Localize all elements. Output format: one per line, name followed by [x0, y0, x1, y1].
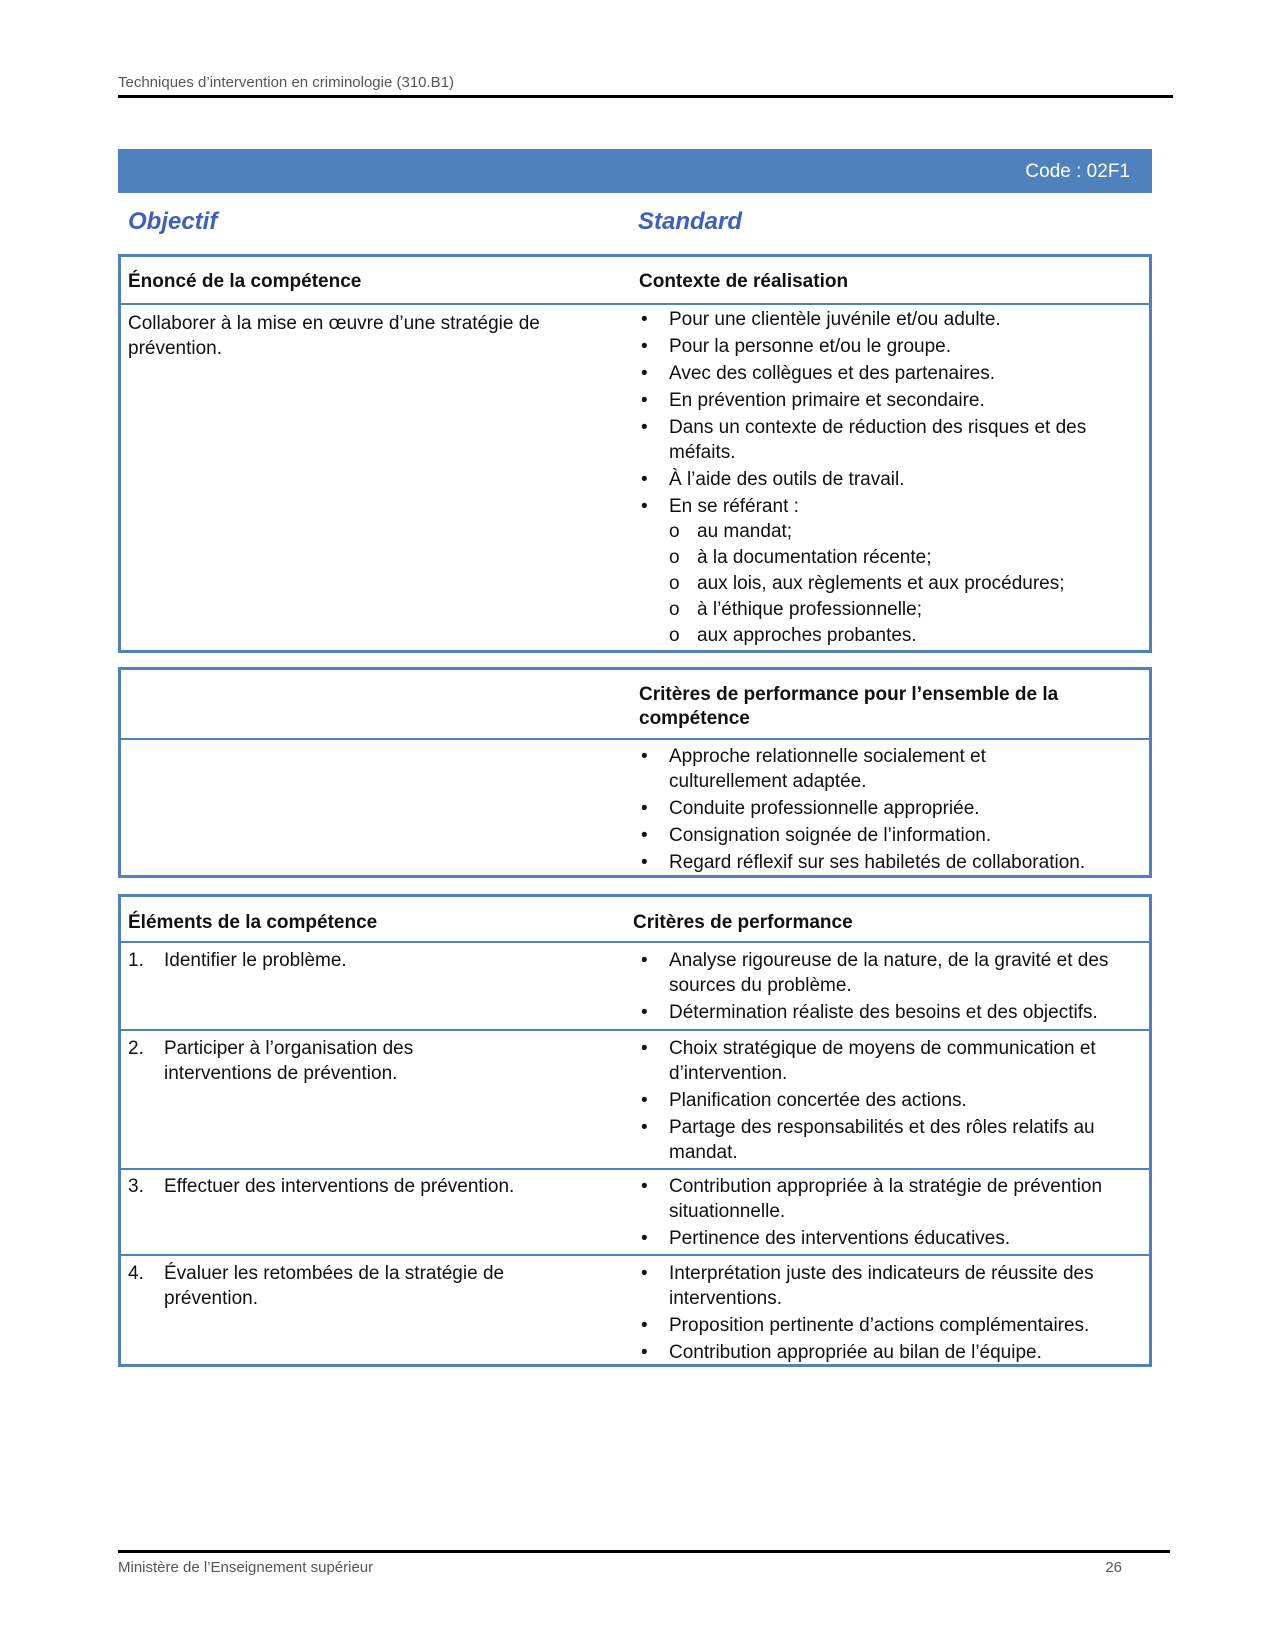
- referant-sublist: [669, 519, 1119, 648]
- row-divider: [121, 1029, 1149, 1031]
- list-item: • Détermination réaliste des besoins et des objectifs.: [639, 1000, 1109, 1025]
- list-item: [639, 494, 1119, 648]
- list-item: • Partage des responsabilités et des rôles relatifs au mandat.: [639, 1115, 1109, 1165]
- contexte-list: [639, 307, 1119, 650]
- list-item: • En prévention primaire et secondaire.: [639, 388, 1119, 413]
- list-item: • Pour la personne et/ou le groupe.: [639, 334, 1119, 359]
- list-item: • Contribution appropriée au bilan de l’équipe.: [639, 1340, 1109, 1365]
- element-number: 1.: [128, 950, 144, 971]
- element-text: Identifier le problème.: [164, 950, 347, 971]
- ensemble-divider: [121, 738, 1149, 740]
- referant-label: En se référant :: [669, 496, 799, 517]
- element-text: Participer à l’organisation des interventions de prévention.: [164, 1038, 414, 1084]
- objectif-title: Objectif: [128, 208, 218, 235]
- competence-box: [118, 254, 1152, 653]
- criteres-list-2: [639, 1036, 1109, 1167]
- code-label: Code : 02F1: [1025, 161, 1130, 182]
- element-text: Évaluer les retombées de la stratégie de prévention.: [164, 1263, 505, 1309]
- list-item: • Avec des collègues et des partenaires.: [639, 361, 1119, 386]
- heading-divider: [121, 303, 1149, 305]
- list-item: • Consignation soignée de l’information.: [639, 823, 1109, 848]
- ensemble-list: [639, 744, 1109, 877]
- list-item: • Conduite professionnelle appropriée.: [639, 796, 1109, 821]
- ensemble-heading: Critères de performance pour l’ensemble de la compétence: [639, 684, 1059, 729]
- criteres-list-3: [639, 1174, 1119, 1253]
- header-rule: [118, 95, 1173, 98]
- elements-heading: Éléments de la compétence: [128, 912, 378, 933]
- elements-box: [118, 894, 1152, 1367]
- enonce-heading: Énoncé de la compétence: [128, 271, 362, 292]
- footer-rule: [118, 1550, 1170, 1553]
- list-item: • Pour une clientèle juvénile et/ou adulte.: [639, 307, 1119, 332]
- list-item: • Pertinence des interventions éducatives.: [639, 1226, 1119, 1251]
- sub-list-item: o à l’éthique professionnelle;: [669, 597, 1119, 622]
- list-item: • Analyse rigoureuse de la nature, de la gravité et des sources du problème.: [639, 948, 1109, 998]
- row-divider: [121, 1168, 1149, 1170]
- contexte-heading: Contexte de réalisation: [639, 271, 849, 292]
- sub-list-item: o aux lois, aux règlements et aux procédures;: [669, 571, 1119, 596]
- section-titles: [128, 208, 1148, 238]
- sub-list-item: o aux approches probantes.: [669, 623, 1119, 648]
- list-item: • Approche relationnelle socialement et culturellement adaptée.: [639, 744, 1109, 794]
- list-item: • Interprétation juste des indicateurs de réussite des interventions.: [639, 1261, 1109, 1311]
- element-text: Effectuer des interventions de prévention.: [164, 1176, 515, 1197]
- list-item: • Planification concertée des actions.: [639, 1088, 1109, 1113]
- page-number: 26: [1105, 1559, 1122, 1576]
- criteres-list-1: [639, 948, 1109, 1027]
- heading-divider: [121, 941, 1149, 943]
- code-banner: [118, 149, 1152, 193]
- element-number: 4.: [128, 1263, 144, 1284]
- enonce-text: Collaborer à la mise en œuvre d’une stratégie de prévention.: [128, 313, 540, 359]
- list-item: • Choix stratégique de moyens de communication et d’intervention.: [639, 1036, 1109, 1086]
- ensemble-box: [118, 667, 1152, 878]
- sub-list-item: o à la documentation récente;: [669, 545, 1119, 570]
- list-item: • À l’aide des outils de travail.: [639, 467, 1119, 492]
- running-header: Techniques d’intervention en criminologie (310.B1): [118, 74, 455, 91]
- footer-ministry: Ministère de l’Enseignement supérieur: [118, 1559, 374, 1576]
- element-number: 2.: [128, 1038, 144, 1059]
- list-item: • Dans un contexte de réduction des risques et des méfaits.: [639, 415, 1119, 465]
- row-divider: [121, 1254, 1149, 1256]
- criteres-heading: Critères de performance: [633, 912, 853, 933]
- list-item: • Contribution appropriée à la stratégie de prévention situationnelle.: [639, 1174, 1119, 1224]
- element-number: 3.: [128, 1176, 144, 1197]
- list-item: • Proposition pertinente d’actions complémentaires.: [639, 1313, 1109, 1338]
- standard-title: Standard: [638, 208, 743, 235]
- criteres-list-4: [639, 1261, 1109, 1367]
- list-item: • Regard réflexif sur ses habiletés de collaboration.: [639, 850, 1109, 875]
- sub-list-item: o au mandat;: [669, 519, 1119, 544]
- running-footer: [118, 1559, 1122, 1576]
